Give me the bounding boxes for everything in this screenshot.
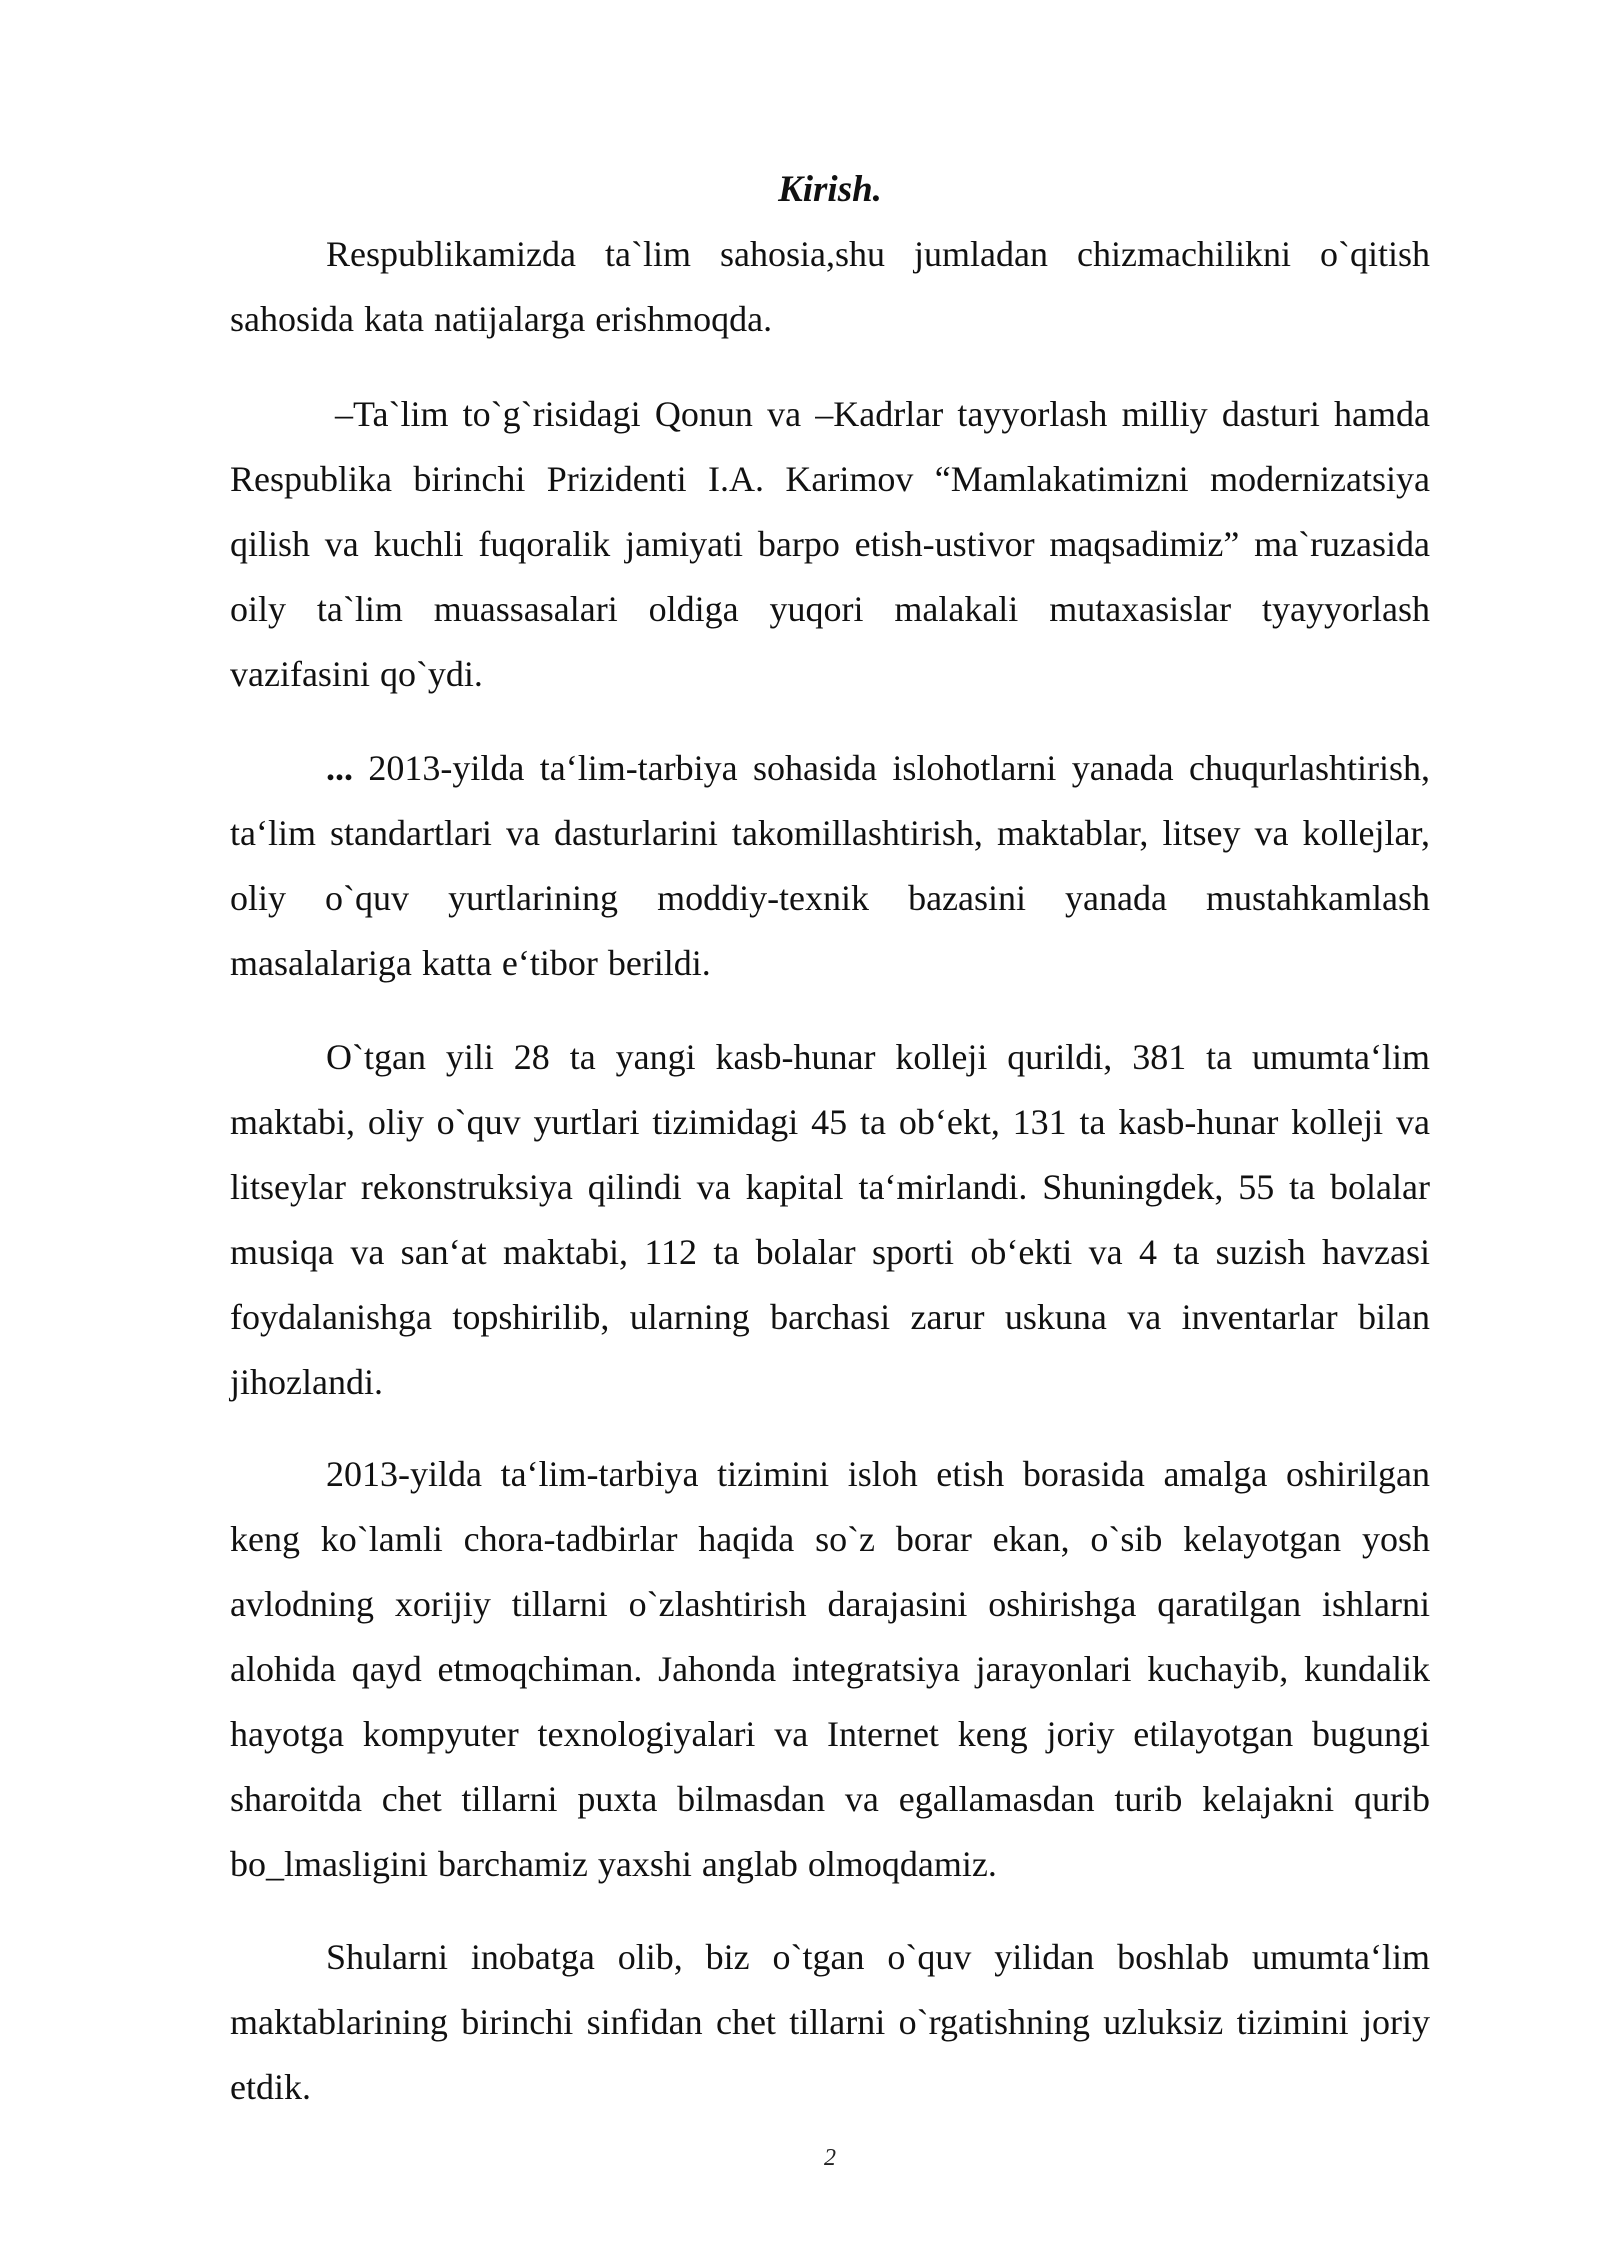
paragraph-6: Shularni inobatga olib, biz o`tgan o`quv yilidan boshlab umumta‘lim maktablarining birinchi sinfidan chet tillarni o`rgatishning uzluksiz tizimini joriy etdik. [230,1937,1430,2107]
paragraph-1: Respublikamizda ta`lim sahosia,shu jumladan chizmachilikni o`qitish sahosida kata natijalarga erishmoqda. [230,234,1430,339]
paragraph-2: –Ta`lim to`g`risidagi Qonun va –Kadrlar tayyorlash milliy dasturi hamda Respublika birinchi Prizidenti I.A. Karimov “Mamlakatimizni modernizatsiya qilish va kuchli fuqoralik jamiyati barpo etish-ustivor maqsadimiz” ma`ruzasida oily ta`lim muassasalari oldiga yuqori malakali mutaxasislar tyayyorlash vazifasini qo`ydi. [230,394,1430,694]
page-number: 2 [824,2145,836,2171]
paragraph-3 [230,736,1430,996]
section-title: Kirish. [778,169,882,210]
document-page [230,0,1430,2262]
paragraph-5: 2013-yilda ta‘lim-tarbiya tizimini isloh etish borasida amalga oshirilgan keng ko`lamli chora-tadbirlar haqida so`z borar ekan, o`sib kelayotgan yosh avlodning xorijiy tillarni o`zlashtirish darajasini oshirishga qaratilgan ishlarni alohida qayd etmoqchiman. Jahonda integratsiya jarayonlari kuchayib, kundalik hayotga kompyuter texnologiyalari va Internet keng joriy etilayotgan bugungi sharoitda chet tillarni puxta bilmasdan va egallamasdan turib kelajakni qurib bo_lmasligini barchamiz yaxshi anglab olmoqdamiz. [230,1454,1430,1884]
paragraph-4: O`tgan yili 28 ta yangi kasb-hunar kolleji qurildi, 381 ta umumta‘lim maktabi, oliy o`quv yurtlari tizimidagi 45 ta ob‘ekt, 131 ta kasb-hunar kolleji va litseylar rekonstruksiya qilindi va kapital ta‘mirlandi. Shuningdek, 55 ta bolalar musiqa va san‘at maktabi, 112 ta bolalar sporti ob‘ekti va 4 ta suzish havzasi foydalanishga topshirilib, ularning barchasi zarur uskuna va inventarlar bilan jihozlandi. [230,1037,1430,1402]
paragraph-3-text: 2013-yilda ta‘lim-tarbiya sohasida islohotlarni yanada chuqurlashtirish, ta‘lim standartlari va dasturlarini takomillashtirish, maktablar, litsey va kollejlar, oliy o`quv yurtlarining moddiy-texnik bazasini yanada mustahkamlash masalalariga katta e‘tibor berildi. [230,748,1430,983]
paragraph-3-ellipsis: ... [326,748,353,788]
